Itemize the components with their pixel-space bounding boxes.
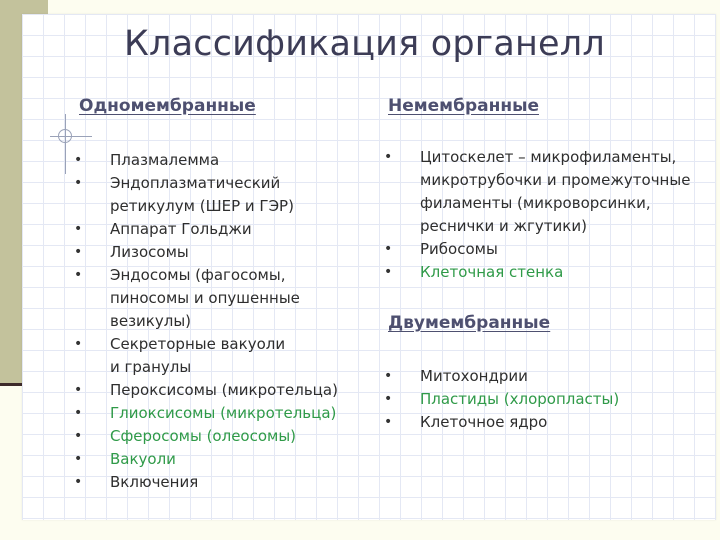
list-item <box>74 172 338 218</box>
list-item <box>384 146 690 238</box>
list-item <box>384 411 619 434</box>
list-item-line: • Пероксисомы (микротельца) <box>110 381 338 399</box>
list-item-line: • Вакуоли <box>110 450 176 468</box>
list-item <box>74 448 338 471</box>
page-title: Классификация органелл <box>124 24 605 64</box>
list-item-line: • Клеточная стенка <box>420 263 564 281</box>
list-item <box>74 241 338 264</box>
list-item <box>384 365 619 388</box>
heading-double-membrane: Двумембранные <box>388 313 551 333</box>
list-item-line: • Эндосомы (фагосомы, <box>110 266 286 284</box>
list-item <box>74 379 338 402</box>
heading-single-membrane: Одномембранные <box>79 96 256 116</box>
list-item-line: реснички и жгутики) <box>420 217 587 235</box>
crosshair-circle <box>58 129 72 143</box>
list-item-line: ретикулум (ШЕР и ГЭР) <box>110 197 294 215</box>
list-item-line: • Сферосомы (олеосомы) <box>110 427 297 445</box>
list-non-membrane <box>384 146 690 284</box>
list-item <box>384 388 619 411</box>
list-item <box>74 218 338 241</box>
list-item <box>74 149 338 172</box>
list-item-line: везикулы) <box>110 312 192 330</box>
list-item-line: микротрубочки и промежуточные <box>420 171 691 189</box>
list-item-line: • Клеточное ядро <box>420 413 548 431</box>
list-item-line: • Секреторные вакуоли <box>110 335 286 353</box>
heading-non-membrane: Немембранные <box>388 96 539 116</box>
list-item-line: • Глиоксисомы (микротельца) <box>110 404 337 422</box>
list-item <box>384 238 690 261</box>
list-item-line: • Пластиды (хлоропласты) <box>420 390 620 408</box>
list-item-line: • Рибосомы <box>420 240 498 258</box>
list-item <box>74 471 338 494</box>
list-item <box>74 264 338 333</box>
list-item-line: • Митохондрии <box>420 367 528 385</box>
list-item-line: • Эндоплазматический <box>110 174 281 192</box>
list-item-line: • Аппарат Гольджи <box>110 220 252 238</box>
list-single-membrane <box>74 149 338 494</box>
list-item <box>74 425 338 448</box>
list-item-line: пиносомы и опушенные <box>110 289 300 307</box>
list-item-line: • Плазмалемма <box>110 151 220 169</box>
list-item-line: и гранулы <box>110 358 192 376</box>
list-item <box>384 261 690 284</box>
list-item-line: • Лизосомы <box>110 243 189 261</box>
list-double-membrane <box>384 365 619 434</box>
list-item <box>74 333 338 379</box>
list-item-line: • Включения <box>110 473 199 491</box>
list-item-line: филаменты (микроворсинки, <box>420 194 651 212</box>
list-item-line: • Цитоскелет – микрофиламенты, <box>420 148 677 166</box>
list-item <box>74 402 338 425</box>
crosshair-icon <box>65 114 66 174</box>
